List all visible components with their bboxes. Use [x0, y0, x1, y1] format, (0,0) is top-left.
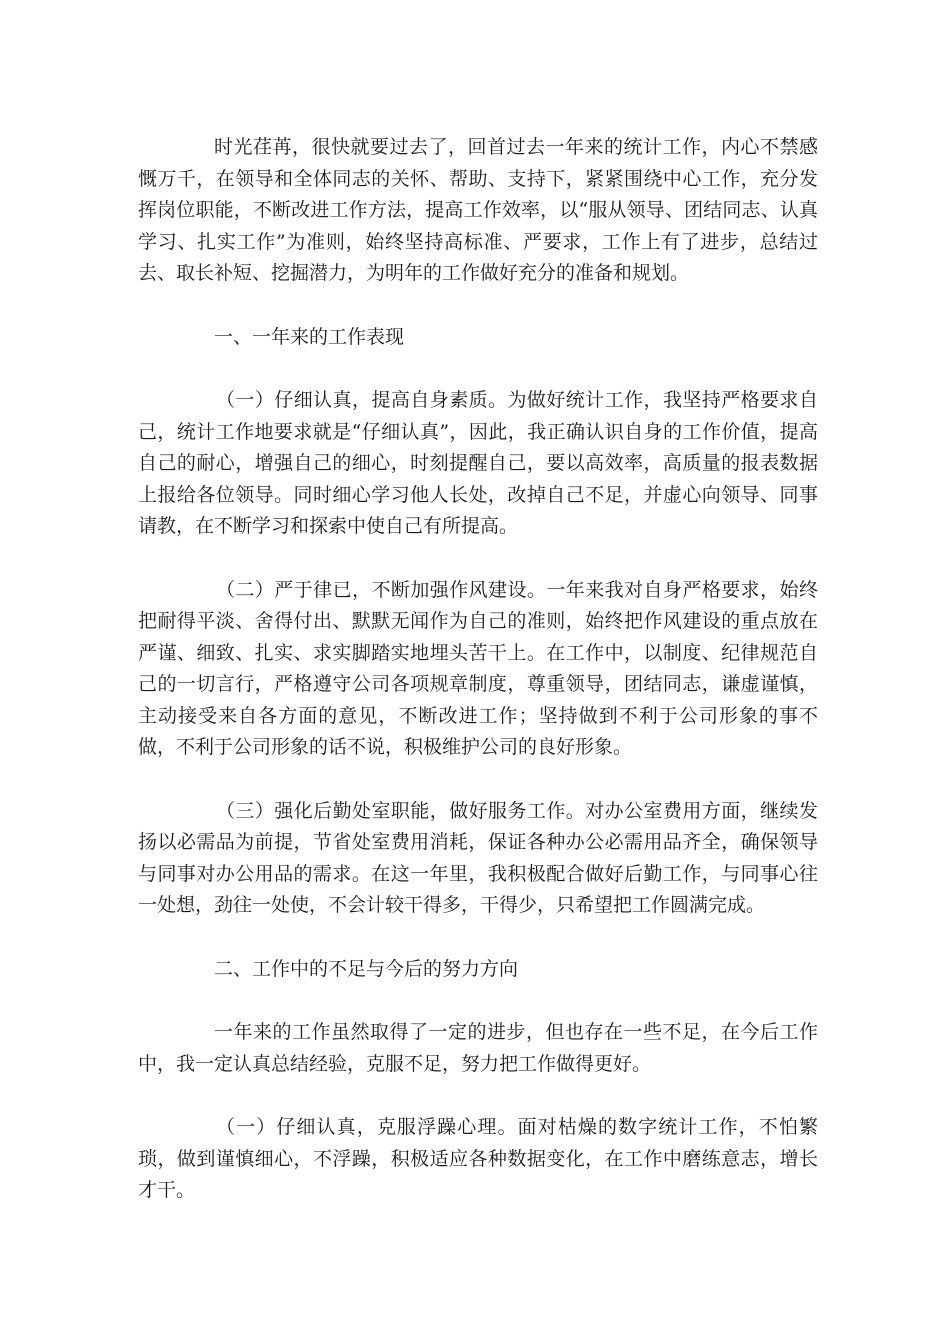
section-2-heading: 二、工作中的不足与今后的努力方向 — [214, 957, 519, 980]
section-2-item-1: （一）仔细认真，克服浮躁心理。面对枯燥的数字统计工作，不怕繁琐，做到谨慎细心，不浮躁，积极适应各种数据变化，在工作中磨练意志，增长才干。 — [138, 1116, 818, 1201]
section-1-item-1: （一）仔细认真，提高自身素质。为做好统计工作，我坚持严格要求自己，统计工作地要求就是“仔细认真”，因此，我正确认识自身的工作价值，提高自己的耐心，增强自己的细心，时刻提醒自己，要以高效率，高质量的报表数据上报给各位领导。同时细心学习他人长处，改掉自己不足，并虚心向领导、同事请教，在不断学习和探索中使自己有所提高。 — [138, 389, 818, 537]
intro-paragraph: 时光荏苒，很快就要过去了，回首过去一年来的统计工作，内心不禁感慨万千，在领导和全体同志的关怀、帮助、支持下，紧紧围绕中心工作，充分发挥岗位职能，不断改进工作方法，提高工作效率，以“服从领导、团结同志、认真学习、扎实工作”为准则，始终坚持高标准、严要求，工作上有了进步，总结过去、取长补短、挖掘潜力，为明年的工作做好充分的准备和规划。 — [138, 136, 818, 284]
document-body — [138, 132, 818, 1207]
section-1-item-2: （二）严于律已，不断加强作风建设。一年来我对自身严格要求，始终把耐得平淡、舍得付出、默默无闻作为自己的准则，始终把作风建设的重点放在严谨、细致、扎实、求实脚踏实地埋头苦干上。在工作中，以制度、纪律规范自己的一切言行，严格遵守公司各项规章制度，尊重领导，团结同志，谦虚谨慎，主动接受来自各方面的意见，不断改进工作；坚持做到不利于公司形象的事不做，不利于公司形象的话不说，积极维护公司的良好形象。 — [138, 578, 818, 758]
section-1-item-3: （三）强化后勤处室职能，做好服务工作。对办公室费用方面，继续发扬以必需品为前提，节省处室费用消耗，保证各种办公必需用品齐全，确保领导与同事对办公用品的需求。在这一年里，我积极配合做好后勤工作，与同事心往一处想，劲往一处使，不会计较干得多，干得少，只希望把工作圆满完成。 — [138, 799, 818, 916]
section-1-heading: 一、一年来的工作表现 — [214, 325, 405, 348]
section-2-intro: 一年来的工作虽然取得了一定的进步，但也存在一些不足，在今后工作中，我一定认真总结经验，克服不足，努力把工作做得更好。 — [138, 1021, 818, 1075]
